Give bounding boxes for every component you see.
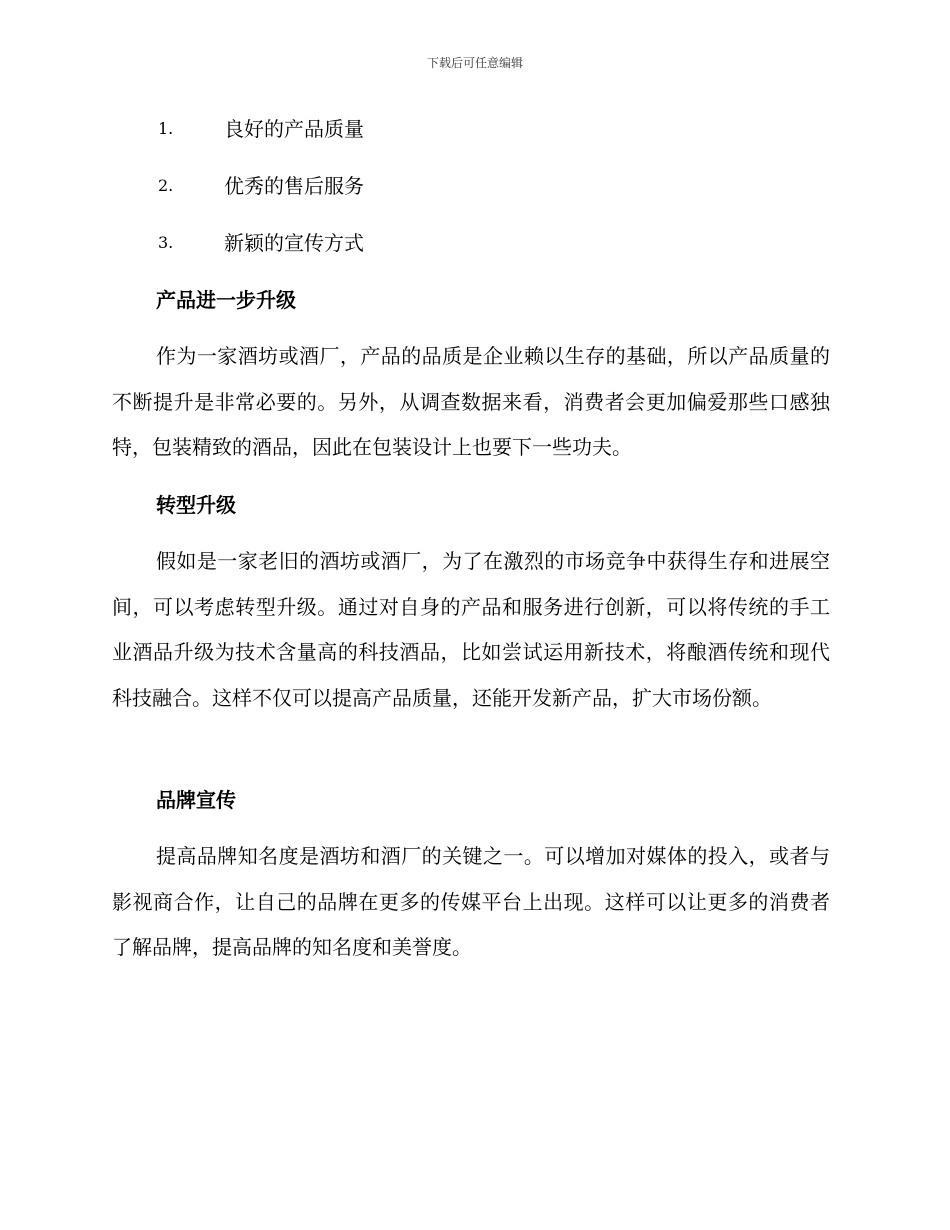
list-item-text: 优秀的售后服务: [224, 174, 364, 198]
list-item-number: 2.: [158, 176, 174, 195]
section-paragraph-transformation: 假如是一家老旧的酒坊或酒厂，为了在激烈的市场竞争中获得生存和进展空间，可以考虑转型升级。通过对自身的产品和服务进行创新，可以将传统的手工业酒品升级为技术含量高的科技酒品，比如尝试运用新技术，将酿酒传统和现代科技融合。这样不仅可以提高产品质量，还能开发新产品，扩大市场份额。: [112, 549, 830, 710]
list-item-text: 新颖的宣传方式: [224, 231, 364, 255]
list-item: [158, 114, 838, 144]
section-heading-transformation: 转型升级: [156, 493, 236, 517]
list-item-number: 3.: [158, 233, 174, 252]
list-item: [158, 171, 838, 201]
list-item: [158, 228, 838, 258]
section-heading-brand-promotion: 品牌宣传: [156, 788, 236, 812]
section-heading-product-upgrade: 产品进一步升级: [156, 288, 296, 312]
list-item-text: 良好的产品质量: [224, 117, 364, 141]
list-item-number: 1.: [158, 119, 174, 138]
page-header-note: 下载后可任意编辑: [426, 56, 523, 70]
section-paragraph-product-upgrade: 作为一家酒坊或酒厂，产品的品质是企业赖以生存的基础，所以产品质量的不断提升是非常必要的。另外，从调查数据来看，消费者会更加偏爱那些口感独特，包装精致的酒品，因此在包装设计上也要下一些功夫。: [112, 344, 830, 459]
section-paragraph-brand-promotion: 提高品牌知名度是酒坊和酒厂的关键之一。可以增加对媒体的投入，或者与影视商合作，让自己的品牌在更多的传媒平台上出现。这样可以让更多的消费者了解品牌，提高品牌的知名度和美誉度。: [112, 844, 830, 959]
